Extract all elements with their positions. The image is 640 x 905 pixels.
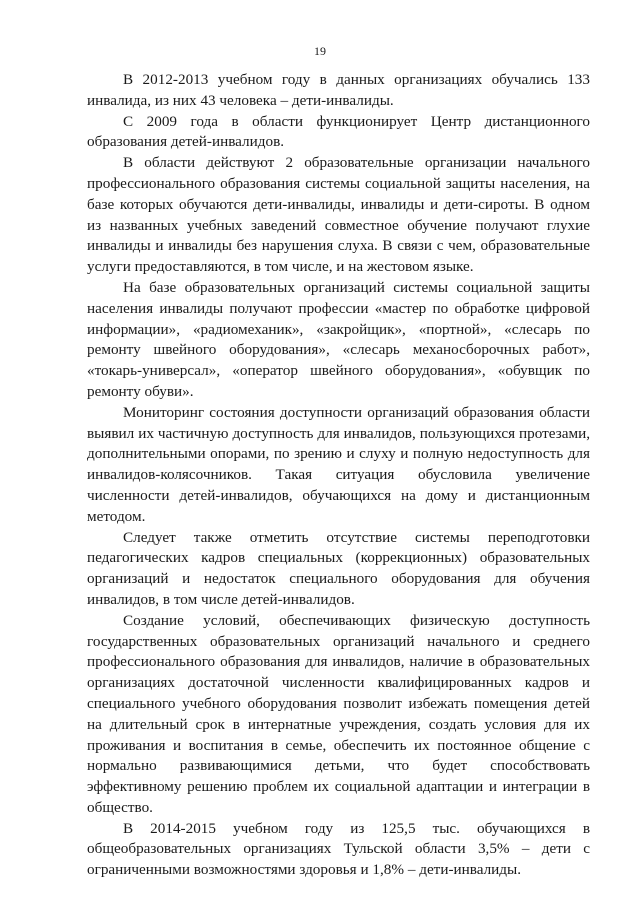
paragraph-vocational-organizations: В области действуют 2 образовательные организации начального профессионального образования системы социальной защиты населения, на базе которых обучаются дети-инвалиды, инвалиды и дети-сироты. В одном из названных учебных заведений совместное обучение получают глухие инвалиды и инвалиды без нарушения слуха. В связи с чем, образовательные услуги предоставляются, в том числе, и на жестовом языке. [87,154,590,276]
paragraph-accessibility-monitoring: Мониторинг состояния доступности организаций образования области выявил их частичную доступность для инвалидов, пользующихся протезами, дополнительными опорами, по зрению и слуху и полную недоступность для инвалидов-колясочников. Такая ситуация обусловила увеличение численности детей-инвалидов, обучающихся на дому и дистанционным методом. [87,403,590,525]
paragraph-conditions: Создание условий, обеспечивающих физическую доступность государственных образовательных организаций начального и среднего профессионального образования для инвалидов, наличие в образовательных организациях достаточной численности квалифицированных кадров и специального учебного оборудования позволит избежать помещения детей на длительный срок в интернатные учреждения, создать условия для их проживания и воспитания в семье, обеспечить их постоянное общение с нормально развивающимися детьми, что будет способствовать эффективному решению проблем их социальной адаптации и интеграции в общество. [87,611,590,816]
paragraph-distance-center: С 2009 года в области функционирует Центр дистанционного образования детей-инвалидов. [87,112,590,151]
paragraph-retraining: Следует также отметить отсутствие системы переподготовки педагогических кадров специальных (коррекционных) образовательных организаций и недостаток специального оборудования для обучения инвалидов, в том числе детей-инвалидов. [87,528,590,608]
document-body [87,70,590,881]
page-number: 19 [314,44,326,58]
paragraph-statistics-2014: В 2014-2015 учебном году из 125,5 тыс. обучающихся в общеобразовательных организациях Тульской области 3,5% – дети с ограниченными возможностями здоровья и 1,8% – дети-инвалиды. [87,819,590,879]
paragraph-professions: На базе образовательных организаций системы социальной защиты населения инвалиды получают профессии «мастер по обработке цифровой информации», «радиомеханик», «закройщик», «портной», «слесарь по ремонту швейного оборудования», «слесарь механосборочных работ», «токарь-универсал», «оператор швейного оборудования», «обувщик по ремонту обуви». [87,278,590,400]
paragraph-enrollment-2012: В 2012-2013 учебном году в данных организациях обучались 133 инвалида, из них 43 человека – дети-инвалиды. [87,71,590,109]
